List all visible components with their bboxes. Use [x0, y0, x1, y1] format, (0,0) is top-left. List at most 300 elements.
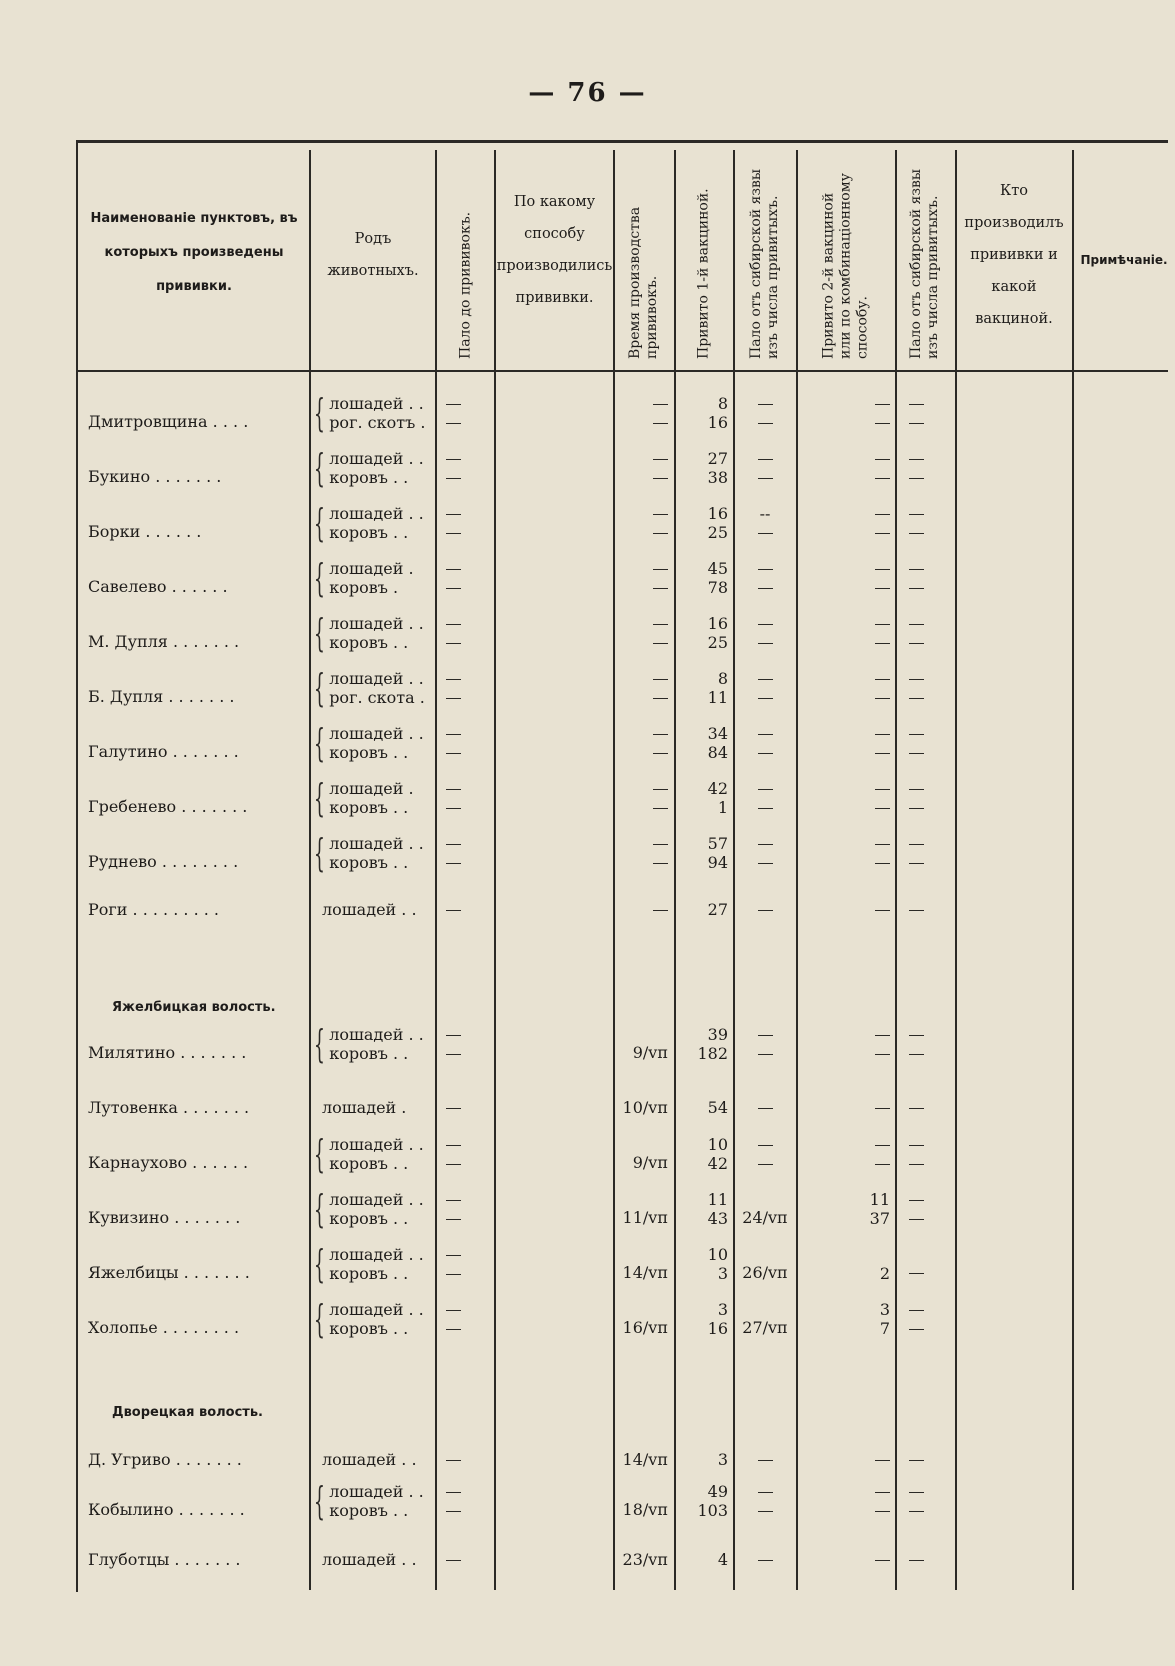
time-value: [616, 523, 668, 542]
died1-value: [736, 1501, 794, 1520]
vacc2-value: [800, 779, 890, 798]
time-value: [616, 779, 668, 798]
place-name: Роги . . . . . . . . .: [88, 900, 219, 919]
dash-mark: [446, 808, 461, 810]
vacc2-value: [800, 1135, 890, 1154]
dash-mark: [758, 910, 773, 912]
vacc2-value: [800, 853, 890, 872]
vacc1-value: 182: [697, 1044, 728, 1063]
animal-type: рог. скотъ .: [329, 413, 426, 432]
time-value: 23/vп: [622, 1550, 668, 1569]
died-before-value: [438, 468, 468, 487]
animal-type: коровъ . .: [329, 743, 409, 762]
vacc1-value: 94: [707, 853, 728, 872]
dash-mark: [909, 1164, 924, 1166]
col-rule-left: [76, 142, 78, 1592]
animals-group: [314, 1022, 424, 1066]
dash-mark: [758, 1145, 773, 1147]
time-value: [616, 449, 668, 468]
dash-mark: [875, 1108, 890, 1110]
brace-mark: {: [314, 501, 325, 545]
place-name: Милятино . . . . . . .: [88, 1043, 247, 1062]
died1-value: 27/vп: [742, 1318, 788, 1337]
died2-value: [898, 900, 934, 919]
died1-value: [736, 834, 794, 853]
died1-value: [736, 669, 794, 688]
vacc2-value: [800, 504, 890, 523]
vacc2-value: [800, 1154, 890, 1173]
died2-value: [898, 1098, 934, 1117]
animal-type: лошадей .: [329, 779, 414, 798]
dash-mark: [875, 1035, 890, 1037]
died2-value: [898, 504, 934, 523]
dash-mark: [909, 478, 924, 480]
animal-type: коровъ .: [329, 578, 399, 597]
dash-mark: [446, 1108, 461, 1110]
dash-mark: [875, 1511, 890, 1513]
vacc2-value: [800, 1550, 890, 1569]
dash-mark: [446, 789, 461, 791]
died-before-value: [438, 798, 468, 817]
dash-mark: [758, 734, 773, 736]
died-before-value: [438, 1319, 468, 1338]
died1-value: [736, 1044, 794, 1063]
animal-type: лошадей . .: [322, 900, 417, 919]
vacc1-value: 27: [707, 900, 728, 919]
dash-mark: [446, 1255, 461, 1257]
vacc1-value: 4: [717, 1550, 728, 1569]
col-rule-6: [733, 150, 735, 1590]
animal-type: коровъ . .: [329, 633, 409, 652]
died1-value: [736, 559, 794, 578]
vacc1-value: 84: [707, 743, 728, 762]
dash-mark: [875, 459, 890, 461]
dash-mark: [446, 1164, 461, 1166]
animals-group: [314, 831, 424, 875]
dash-mark: [909, 1492, 924, 1494]
place-name: Галутино . . . . . . .: [88, 742, 239, 761]
died1-value: [736, 614, 794, 633]
time-value: [616, 900, 668, 919]
header-died-before: Пало до прививокъ.: [457, 211, 474, 359]
died1-value: [736, 449, 794, 468]
animal-type: лошадей . .: [322, 1450, 417, 1469]
header-vacc2: Привито 2-й вакциной или по комбинаціонному способу.: [820, 173, 871, 359]
died2-value: [898, 559, 934, 578]
dash-mark: [446, 423, 461, 425]
dash-mark: [909, 533, 924, 535]
vacc1-value: 1: [717, 798, 728, 817]
vacc1-value: 49: [707, 1482, 728, 1501]
time-value: 9/vп: [632, 1043, 668, 1062]
animal-type: лошадей . .: [329, 1300, 424, 1319]
died2-value: [898, 834, 934, 853]
brace-mark: {: [314, 1297, 325, 1341]
brace-mark: {: [314, 721, 325, 765]
animal-type: коровъ . .: [329, 1209, 409, 1228]
vacc2-value: [800, 669, 890, 688]
dash-mark: [758, 808, 773, 810]
vacc1-value: 25: [707, 523, 728, 542]
died2-value: [898, 724, 934, 743]
died1-value: [736, 578, 794, 597]
time-value: [616, 633, 668, 652]
dash-mark: [909, 1200, 924, 1202]
dash-mark: [446, 459, 461, 461]
animals-group: [314, 1297, 424, 1341]
dash-mark: [758, 753, 773, 755]
died-before-value: [438, 1450, 468, 1469]
dash-mark: [446, 478, 461, 480]
dash-mark: [909, 459, 924, 461]
died-before-value: [438, 614, 468, 633]
died2-value: [898, 394, 934, 413]
dash-mark: [653, 753, 668, 755]
dash-mark: [446, 863, 461, 865]
dash-mark: [758, 1164, 773, 1166]
dash-mark: [758, 1035, 773, 1037]
dash-mark: [875, 1054, 890, 1056]
dash-mark: [653, 569, 668, 571]
vacc1-value: 38: [707, 468, 728, 487]
dash-mark: [446, 1492, 461, 1494]
dash-mark: [909, 1145, 924, 1147]
died2-value: [898, 798, 934, 817]
vacc1-value: 34: [707, 724, 728, 743]
col-rule-3: [494, 150, 496, 1590]
died-before-value: [438, 1154, 468, 1173]
died1-value: [736, 523, 794, 542]
dash-mark: [446, 910, 461, 912]
animal-type: лошадей . .: [329, 1190, 424, 1209]
dash-mark: [909, 679, 924, 681]
dash-mark: [758, 698, 773, 700]
died1-value: [736, 1482, 794, 1501]
vacc2-value: [800, 449, 890, 468]
vacc2-value: [800, 1044, 890, 1063]
vacc1-value: 43: [707, 1209, 728, 1228]
died-before-value: [438, 578, 468, 597]
vacc1-value: 103: [697, 1501, 728, 1520]
dash-mark: [446, 698, 461, 700]
vacc2-value: [800, 743, 890, 762]
animal-type: коровъ . .: [329, 523, 409, 542]
vacc1-value: 11: [707, 688, 728, 707]
dash-mark: [758, 459, 773, 461]
dash-mark: [446, 1054, 461, 1056]
vacc1-value: 42: [707, 1154, 728, 1173]
died-before-value: [438, 688, 468, 707]
time-value: 16/vп: [622, 1318, 668, 1337]
col-rule-1: [309, 150, 311, 1590]
dash-mark: [653, 698, 668, 700]
time-value: 9/vп: [632, 1153, 668, 1172]
place-name: М. Дупля . . . . . . .: [88, 632, 240, 651]
col-rule-2: [435, 150, 437, 1590]
died1-value: 24/vп: [742, 1208, 788, 1227]
animal-type: коровъ . .: [329, 1501, 409, 1520]
vacc1-value: 8: [717, 394, 728, 413]
dash-mark: [653, 478, 668, 480]
animals-group: [314, 1479, 424, 1523]
died1-value: [736, 798, 794, 817]
died-before-value: [438, 669, 468, 688]
vacc1-value: 3: [717, 1300, 728, 1319]
died-before-value: [438, 559, 468, 578]
header-notes: Примѣчаніе.: [1080, 253, 1168, 267]
dash-mark: [875, 698, 890, 700]
header-died-after1: Пало отъ сибирской язвы изъ числа привитыхъ.: [748, 168, 781, 359]
header-method: По какому способу производились прививки.: [496, 194, 613, 306]
col-rule-4: [613, 150, 615, 1590]
died2-value: [898, 1450, 934, 1469]
died2-value: [898, 614, 934, 633]
vacc2-value: 37: [869, 1209, 890, 1228]
died-before-value: [438, 413, 468, 432]
vacc2-value: [800, 724, 890, 743]
animal-type: коровъ . .: [329, 1319, 409, 1338]
died2-value: [898, 468, 934, 487]
died2-value: [898, 743, 934, 762]
time-value: [616, 834, 668, 853]
dash-mark: [909, 1054, 924, 1056]
animals-group: [314, 721, 424, 765]
died1-value: [736, 1450, 794, 1469]
header-vacc1: Привито 1-й вакциной.: [695, 188, 712, 359]
dash-mark: [875, 808, 890, 810]
died-before-value: [438, 1098, 468, 1117]
died2-value: [898, 1135, 934, 1154]
vacc1-value: 3: [717, 1450, 728, 1469]
col-rule-7: [796, 150, 798, 1590]
died-before-value: [438, 1245, 468, 1264]
died-before-value: [438, 1025, 468, 1044]
dash-mark: [875, 478, 890, 480]
died2-value: [898, 578, 934, 597]
dash-mark: [758, 1492, 773, 1494]
died1-value: [736, 743, 794, 762]
died2-value: [898, 633, 934, 652]
time-value: 11/vп: [622, 1208, 668, 1227]
dash-mark: [909, 910, 924, 912]
vacc1-value: 42: [707, 779, 728, 798]
died-before-value: [438, 1482, 468, 1501]
dash-mark: [653, 459, 668, 461]
dash-mark: [446, 1219, 461, 1221]
vacc1-value: 11: [707, 1190, 728, 1209]
vacc1-value: 45: [707, 559, 728, 578]
dash-mark: [909, 1219, 924, 1221]
animals-group: [314, 776, 414, 820]
vacc2-value: [800, 559, 890, 578]
dash-mark: [909, 789, 924, 791]
vacc2-value: 11: [869, 1190, 890, 1209]
time-value: 14/vп: [622, 1450, 668, 1469]
dash-mark: [446, 1035, 461, 1037]
vacc1-value: 8: [717, 669, 728, 688]
dash-mark: [758, 588, 773, 590]
dash-mark: [653, 643, 668, 645]
dash-mark: [875, 624, 890, 626]
dash-mark: [909, 844, 924, 846]
died1-value: [736, 394, 794, 413]
dash-mark: [446, 643, 461, 645]
died1-value: [736, 724, 794, 743]
dash-mark: [446, 588, 461, 590]
time-value: [616, 743, 668, 762]
died1-value: [736, 1154, 794, 1173]
vacc1-value: 3: [717, 1264, 728, 1283]
died-before-value: [438, 1501, 468, 1520]
died2-value: [898, 669, 934, 688]
dash-mark: [446, 1511, 461, 1513]
header-died-after2: Пало отъ сибирской язвы изъ числа привитыхъ.: [908, 168, 941, 359]
dash-mark: [909, 1035, 924, 1037]
died1-value: [736, 853, 794, 872]
header-place: Наименованіе пунктовъ, въ которыхъ произведены прививки.: [90, 210, 298, 294]
vacc2-value: [800, 798, 890, 817]
brace-mark: {: [314, 446, 325, 490]
place-name: Д. Угриво . . . . . . .: [88, 1450, 242, 1469]
died-before-value: [438, 1550, 468, 1569]
animal-type: коровъ . .: [329, 1264, 409, 1283]
dash-mark: [909, 1460, 924, 1462]
died2-value: [898, 1482, 934, 1501]
vacc1-value: 39: [707, 1025, 728, 1044]
animal-type: лошадей . .: [329, 1245, 424, 1264]
time-value: 14/vп: [622, 1263, 668, 1282]
brace-mark: {: [314, 1132, 325, 1176]
animal-type: лошадей . .: [329, 1025, 424, 1044]
dash-mark: [653, 679, 668, 681]
died-before-value: [438, 523, 468, 542]
died2-value: [898, 449, 934, 468]
col-rule-9: [955, 150, 957, 1590]
dash-mark: [909, 1108, 924, 1110]
time-value: [616, 578, 668, 597]
dash-mark: [909, 643, 924, 645]
dash-mark: [909, 514, 924, 516]
died1-value: [736, 413, 794, 432]
time-value: [616, 614, 668, 633]
dash-mark: [446, 1329, 461, 1331]
died1-value: 26/vп: [742, 1263, 788, 1282]
dash-mark: [875, 910, 890, 912]
died-before-value: [438, 504, 468, 523]
dash-mark: [758, 1511, 773, 1513]
animals-group: [314, 446, 424, 490]
animal-type: лошадей . .: [322, 1550, 417, 1569]
dash-mark: [758, 624, 773, 626]
dash-mark: [758, 1560, 773, 1562]
dash-mark: [653, 910, 668, 912]
place-name: Дмитровщина . . . .: [88, 412, 249, 431]
dash-mark: [909, 588, 924, 590]
died1-value: [736, 1098, 794, 1117]
time-value: [616, 724, 668, 743]
vacc2-value: 3: [879, 1300, 890, 1319]
dash-mark: [653, 863, 668, 865]
brace-mark: {: [314, 556, 325, 600]
animal-type: коровъ . .: [329, 1154, 409, 1173]
animal-type: коровъ . .: [329, 853, 409, 872]
dash-mark: [758, 1460, 773, 1462]
place-name: Холопье . . . . . . . .: [88, 1318, 240, 1337]
animals-group: [314, 1132, 424, 1176]
dash-mark: [758, 643, 773, 645]
time-value: [616, 853, 668, 872]
died-before-value: [438, 633, 468, 652]
place-name: Кобылино . . . . . . .: [88, 1500, 245, 1519]
dash-mark: [446, 734, 461, 736]
died2-value: [898, 523, 934, 542]
place-name: Букино . . . . . . .: [88, 467, 222, 486]
table-top-rule: [76, 140, 1168, 143]
dash-mark: [758, 1054, 773, 1056]
died2-value: [898, 1550, 934, 1569]
dash-mark: [758, 569, 773, 571]
died1-value: [736, 688, 794, 707]
dash-mark: [446, 1460, 461, 1462]
dash-mark: [653, 533, 668, 535]
vacc1-value: 16: [707, 1319, 728, 1338]
animal-type: лошадей . .: [329, 504, 424, 523]
animals-group: [314, 1187, 424, 1231]
dash-mark: [909, 753, 924, 755]
time-value: 18/vп: [622, 1500, 668, 1519]
section-title: Яжелбицкая волость.: [112, 1000, 276, 1015]
vacc2-value: [800, 834, 890, 853]
header-bottom-rule: [76, 370, 1168, 372]
dash-mark: [446, 624, 461, 626]
dash-mark: [875, 679, 890, 681]
dash-mark: [758, 478, 773, 480]
vacc1-value: 27: [707, 449, 728, 468]
dash-mark: [446, 514, 461, 516]
died2-value: [898, 1044, 934, 1063]
dash-mark: [875, 404, 890, 406]
vacc2-value: [800, 578, 890, 597]
place-name: Савелево . . . . . .: [88, 577, 228, 596]
vacc2-value: [800, 1450, 890, 1469]
died-before-value: [438, 900, 468, 919]
died-before-value: [438, 449, 468, 468]
vacc2-value: 7: [879, 1319, 890, 1338]
dash-mark: [758, 679, 773, 681]
vacc2-value: [800, 468, 890, 487]
animals-group: [314, 666, 425, 710]
place-name: Б. Дупля . . . . . . .: [88, 687, 235, 706]
brace-mark: {: [314, 1187, 325, 1231]
header-time: Время производства прививокъ.: [627, 206, 660, 359]
vacc2-value: [800, 1025, 890, 1044]
dash-mark: [446, 1310, 461, 1312]
animals-group: [314, 391, 426, 435]
vacc1-value: 25: [707, 633, 728, 652]
animal-type: лошадей . .: [329, 1482, 424, 1501]
dash-mark: [446, 1145, 461, 1147]
vacc2-value: [800, 523, 890, 542]
time-value: [616, 394, 668, 413]
vacc1-value: 16: [707, 614, 728, 633]
animal-type: лошадей .: [329, 559, 414, 578]
vacc2-value: [800, 614, 890, 633]
dash-mark: [446, 844, 461, 846]
dash-mark: [909, 698, 924, 700]
died1-value: [736, 633, 794, 652]
time-value: [616, 504, 668, 523]
place-name: Руднево . . . . . . . .: [88, 852, 239, 871]
